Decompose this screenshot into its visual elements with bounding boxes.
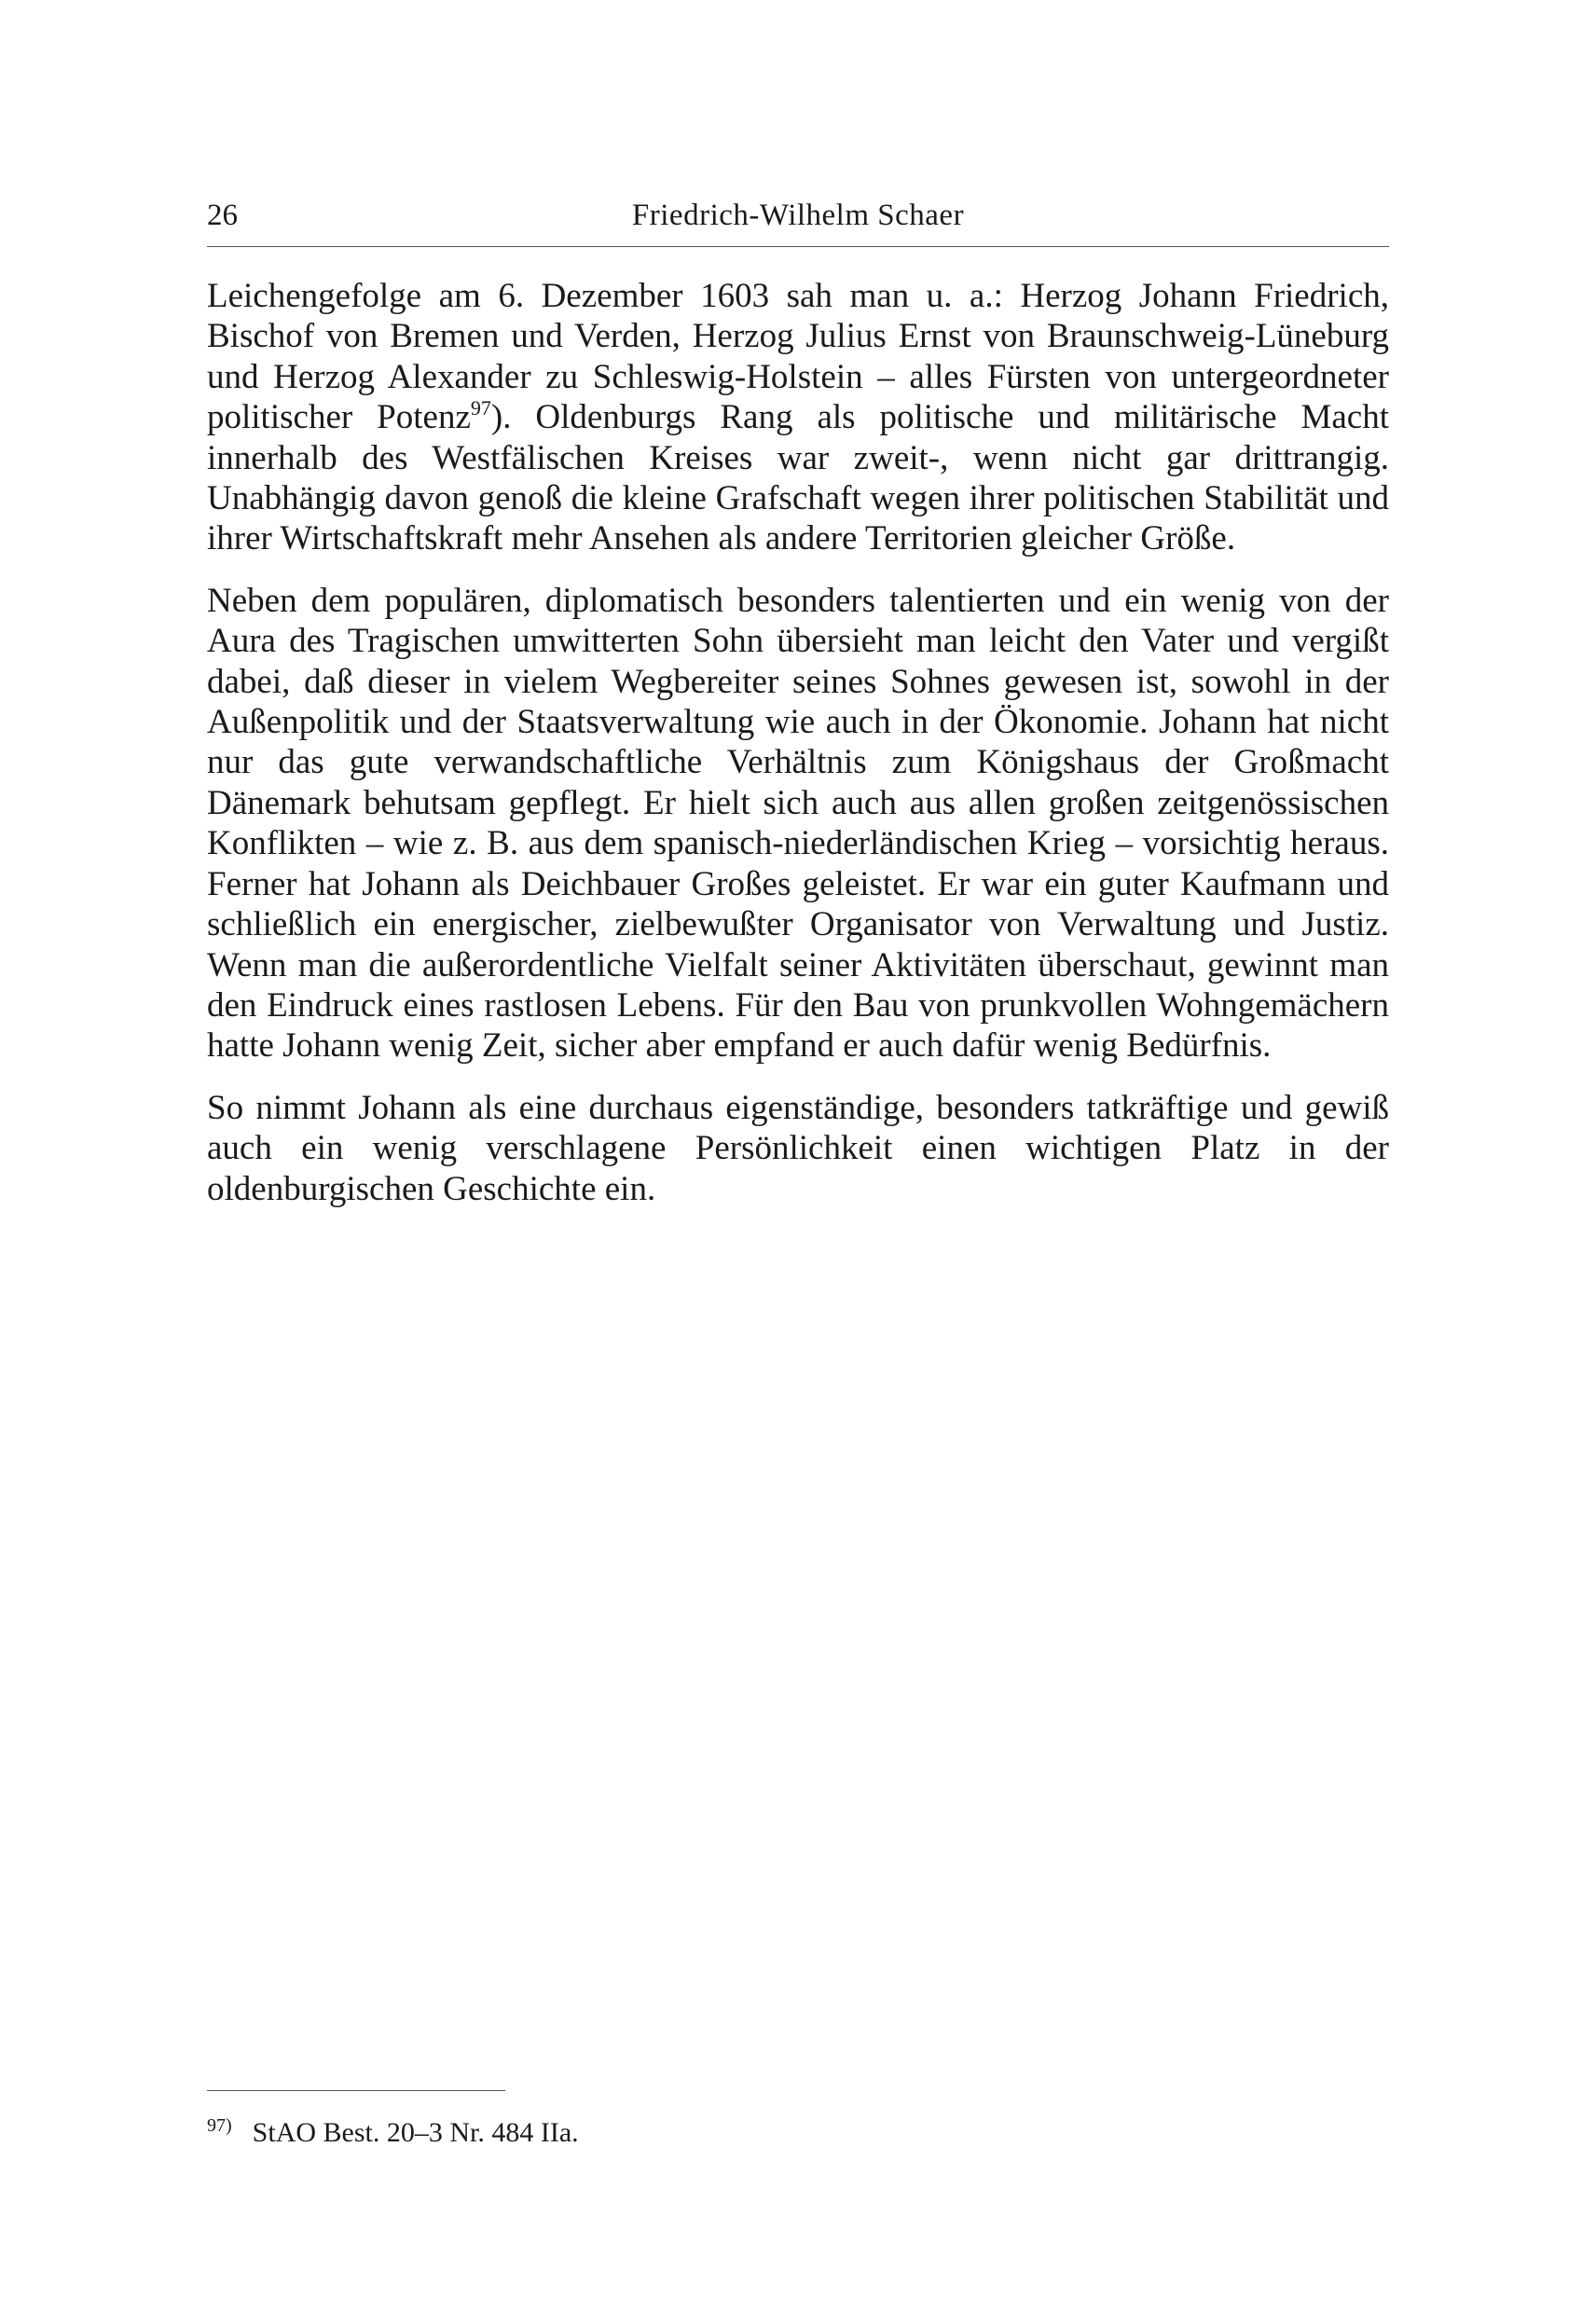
- footnote-reference: 97: [470, 396, 491, 420]
- paragraph-1: [207, 276, 1389, 559]
- paragraph-2: Neben dem populären, diplomatisch besonders talentierten und ein wenig von der Aura des Tragischen umwitterten Sohn übersieht man leicht den Vater und vergißt dabei, daß dieser in vielem Wegbereiter seines Sohnes gewesen ist, sowohl in der Außenpolitik und der Staatsverwaltung wie auch in der Ökonomie. Johann hat nicht nur das gute verwandschaftliche Verhältnis zum Königshaus der Großmacht Dänemark behutsam gepflegt. Er hielt sich auch aus allen großen zeitgenössischen Konflikten – wie z. B. aus dem spanisch-niederländischen Krieg – vorsichtig heraus. Ferner hat Johann als Deichbauer Großes geleistet. Er war ein guter Kaufmann und schließlich ein energischer, zielbewußter Organisator von Verwaltung und Justiz. Wenn man die außerordentliche Vielfalt seiner Aktivitäten überschaut, gewinnt man den Eindruck eines rastlosen Lebens. Für den Bau von prunkvollen Wohngemächern hatte Johann wenig Zeit, sicher aber empfand er auch dafür wenig Bedürfnis.: [207, 581, 1389, 1066]
- footnote-text: StAO Best. 20–3 Nr. 484 IIa.: [252, 2117, 579, 2148]
- page-number: 26: [207, 199, 238, 232]
- body-text: [207, 276, 1389, 1231]
- paragraph-1-text-b: ). Oldenburgs Rang als politische und militärische Macht innerhalb des Westfälischen Kreises war zweit-, wenn nicht gar drittrangig. Unabhängig davon genoß die kleine Grafschaft wegen ihrer politischen Stabilität und ihrer Wirtschaftskraft mehr Ansehen als andere Territorien gleicher Größe.: [207, 398, 1389, 558]
- header-rule: [207, 246, 1389, 247]
- running-head: Friedrich-Wilhelm Schaer: [631, 199, 965, 232]
- footnote-rule: [207, 2090, 505, 2091]
- footnote-marker: 97): [207, 2115, 232, 2136]
- footnote: [207, 2114, 1389, 2152]
- paragraph-3: So nimmt Johann als eine durchaus eigenständige, besonders tatkräftige und gewiß auch ein wenig verschlagene Persönlichkeit einen wichtigen Platz in der oldenburgischen Geschichte ein.: [207, 1088, 1389, 1208]
- paragraph-1-text-a: Leichengefolge am 6. Dezember 1603 sah man u. a.: Herzog Johann Friedrich, Bischof von Bremen und Verden, Herzog Julius Ernst von Braunschweig-Lüneburg und Herzog Alexander zu Schleswig-Holstein – alles Fürsten von untergeordneter politischer Potenz: [207, 277, 1389, 437]
- page-header: [207, 192, 1389, 239]
